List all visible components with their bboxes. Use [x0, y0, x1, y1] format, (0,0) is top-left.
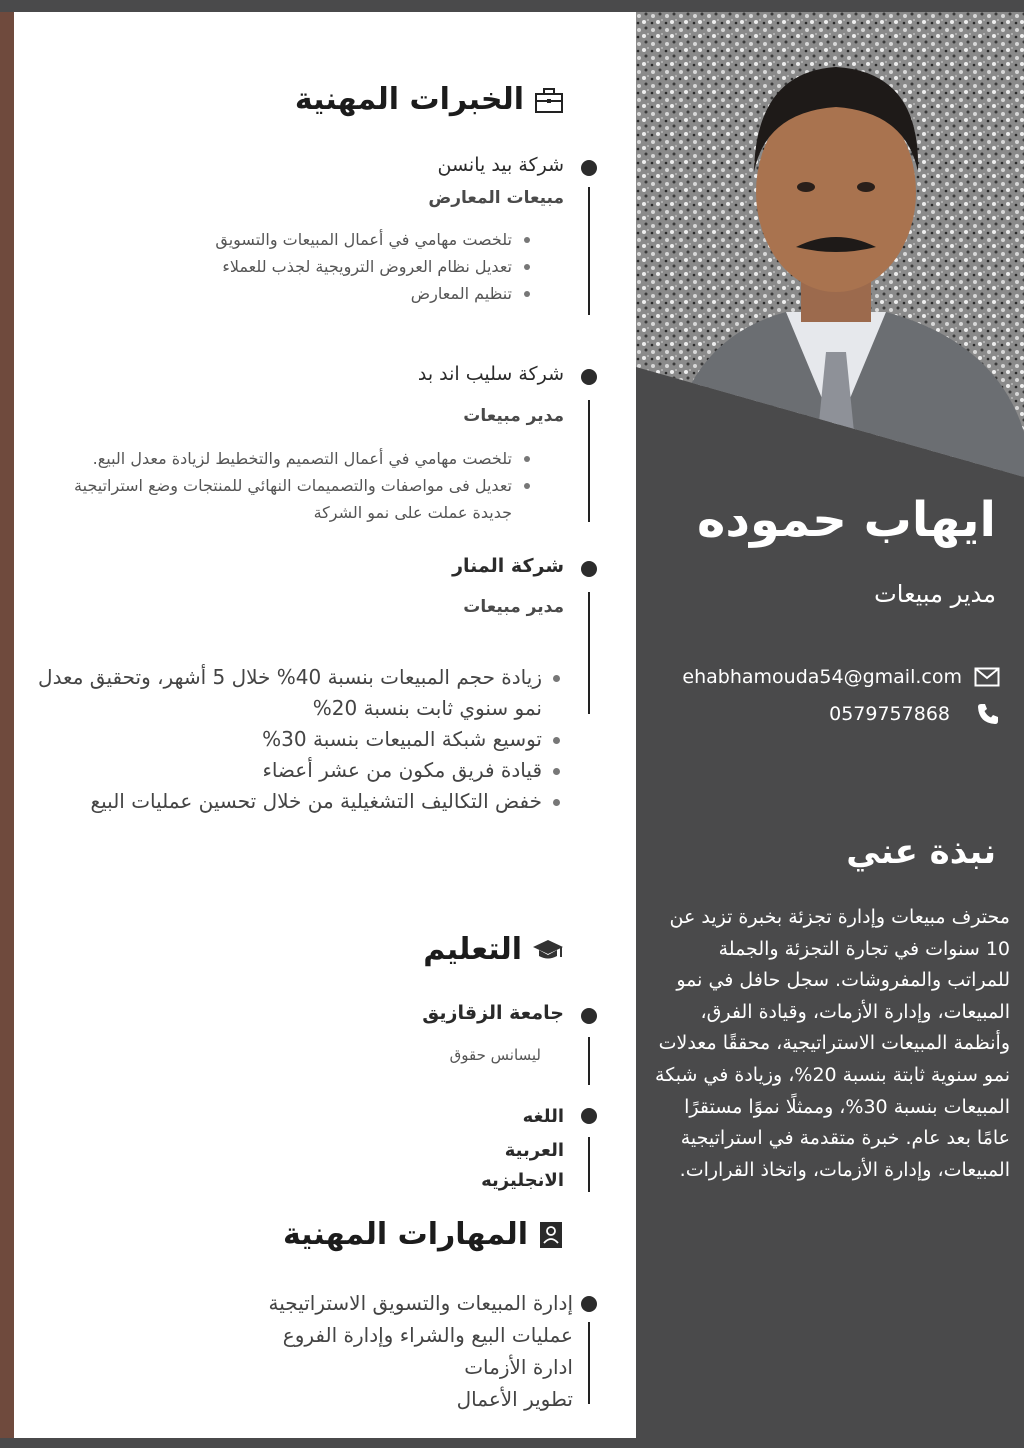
- language-item: العربية: [504, 1140, 564, 1161]
- timeline-line: [588, 1322, 590, 1404]
- phone-contact[interactable]: [829, 702, 1000, 726]
- education-heading: [423, 932, 564, 967]
- id-card-icon: [538, 1220, 564, 1250]
- about-heading: نبذة عني: [846, 832, 996, 872]
- profile-title: مدير مبيعات: [874, 580, 996, 608]
- job-tasks: [92, 226, 534, 307]
- job-company: شركة بيد يانسن: [437, 154, 564, 176]
- list-item: توسيع شبكة المبيعات بنسبة 30%: [12, 724, 542, 755]
- timeline-dot: [581, 369, 597, 385]
- briefcase-icon: [534, 86, 564, 114]
- list-item: تعديل فى مواصفات والتصميمات النهائي للمنتجات وضع استراتيجية جديدة عملت على نمو الشركة: [42, 472, 512, 526]
- list-item: إدارة المبيعات والتسويق الاستراتيجية: [268, 1291, 573, 1315]
- university-name: جامعة الزقازيق: [422, 1002, 564, 1024]
- timeline-dot: [581, 561, 597, 577]
- list-item: عمليات البيع والشراء وإدارة الفروع: [282, 1323, 573, 1347]
- job-role: مدير مبيعات: [463, 406, 564, 426]
- list-item: خفض التكاليف التشغيلية من خلال تحسين عمليات البيع: [12, 786, 542, 817]
- timeline-dot: [581, 1108, 597, 1124]
- profile-name: ايهاب حموده: [697, 492, 996, 548]
- job-role: مبيعات المعارض: [428, 188, 564, 208]
- email-contact[interactable]: [682, 666, 1000, 688]
- job-tasks: [42, 445, 534, 526]
- education-heading-text: التعليم: [423, 932, 522, 967]
- languages-heading: اللغه: [522, 1106, 564, 1127]
- graduation-cap-icon: [532, 937, 564, 963]
- list-item: تطوير الأعمال: [456, 1387, 573, 1411]
- experience-heading: [295, 82, 564, 117]
- list-item: ادارة الأزمات: [464, 1355, 573, 1379]
- list-item: تنظيم المعارض: [92, 280, 512, 307]
- job-role: مدير مبيعات: [463, 597, 564, 617]
- timeline-line: [588, 400, 590, 522]
- skills-heading: [283, 1217, 564, 1252]
- envelope-icon: [974, 667, 1000, 687]
- list-item: تلخصت مهامي في أعمال التصميم والتخطيط لزيادة معدل البيع.: [42, 445, 512, 472]
- language-item: الانجليزيه: [481, 1170, 564, 1191]
- list-item: زيادة حجم المبيعات بنسبة 40% خلال 5 أشهر، وتحقيق معدل نمو سنوي ثابت بنسبة 20%: [12, 662, 542, 724]
- timeline-line: [588, 187, 590, 315]
- list-item: تلخصت مهامي في أعمال المبيعات والتسويق: [92, 226, 512, 253]
- job-tasks: [12, 662, 564, 817]
- degree: ليسانس حقوق: [449, 1046, 541, 1064]
- job-company: شركة سليب اند بد: [417, 363, 564, 385]
- experience-heading-text: الخبرات المهنية: [294, 82, 524, 117]
- timeline-dot: [581, 1296, 597, 1312]
- timeline-dot: [581, 160, 597, 176]
- skills-list: [53, 1287, 573, 1415]
- email-text[interactable]: ehabhamouda54@gmail.com: [682, 666, 962, 688]
- phone-icon: [976, 702, 1000, 726]
- timeline-line: [588, 1037, 590, 1085]
- timeline-line: [588, 592, 590, 714]
- sidebar: [636, 12, 1024, 1438]
- timeline-line: [588, 1137, 590, 1192]
- phone-text[interactable]: 0579757868: [829, 703, 950, 725]
- list-item: قيادة فريق مكون من عشر أعضاء: [12, 755, 542, 786]
- about-text: محترف مبيعات وإدارة تجزئة بخبرة تزيد عن 10 سنوات في تجارة التجزئة والجملة للمراتب والمفروشات. سجل حافل في نمو المبيعات، وإدارة الأزمات، وقيادة الفرق، وأنظمة المبيعات الاستراتيجية، محققًا معدلات نمو سنوية ثابتة بنسبة 20%، وزيادة في شبكة المبيعات بنسبة 30%، وممثلًا نموًا مستقرًا عامًا بعد عام. خبرة متقدمة في استراتيجية المبيعات، وإدارة الأزمات، واتخاذ القرارات.: [655, 906, 1010, 1181]
- job-company: شركة المنار: [452, 555, 564, 577]
- profile-photo: [636, 12, 1024, 477]
- timeline-dot: [581, 1008, 597, 1024]
- list-item: تعديل نظام العروض الترويجية لجذب للعملاء: [92, 253, 512, 280]
- skills-heading-text: المهارات المهنية: [282, 1217, 528, 1252]
- main-content: [14, 12, 636, 1438]
